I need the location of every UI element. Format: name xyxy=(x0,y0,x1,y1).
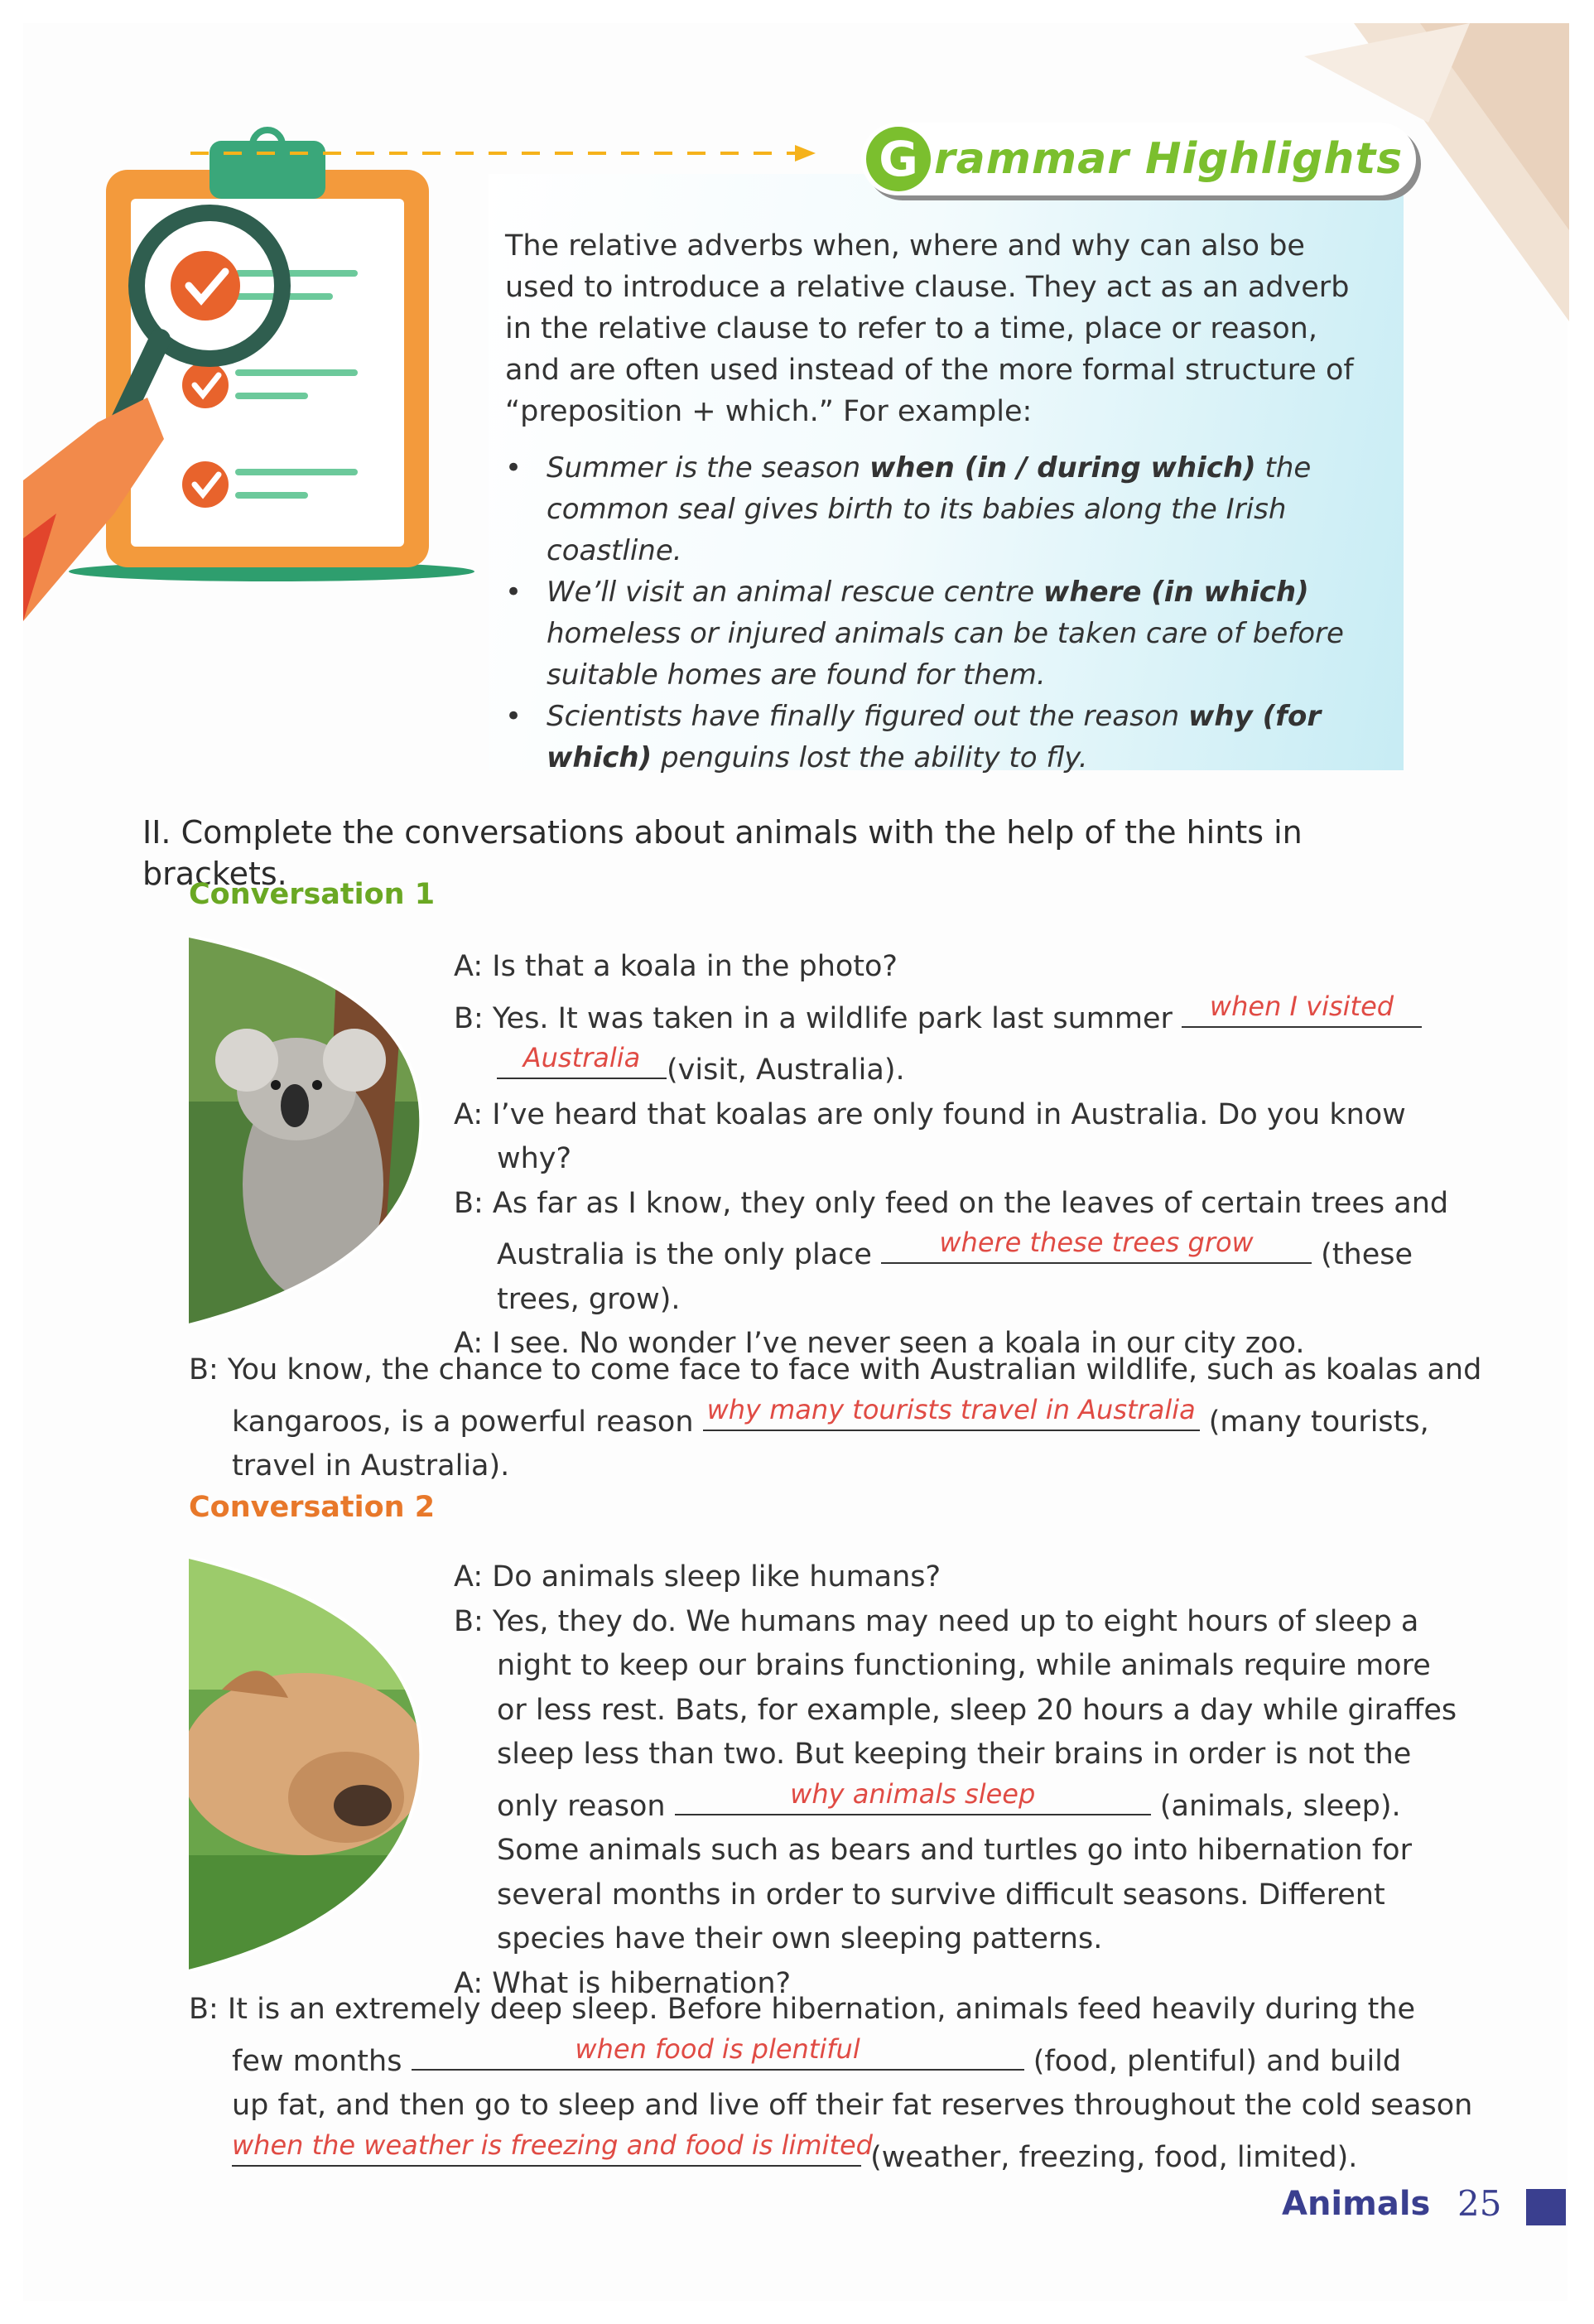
dialogue-line: B: It is an extremely deep sleep. Before hibernation, animals feed heavily during the xyxy=(189,1993,1416,2026)
grammar-examples xyxy=(505,447,1375,779)
dialogue-line: few months when food is plentiful (food, plentiful) and build xyxy=(232,2032,1402,2078)
conversation-2-upper xyxy=(454,1555,1457,2006)
badge-title: rammar Highlights xyxy=(934,134,1404,184)
dialogue-line: only reason why animals sleep (animals, sleep). xyxy=(497,1777,1401,1823)
footer-subject: Animals xyxy=(1282,2185,1431,2223)
dialogue-line: B: Yes. It was taken in a wildlife park last summer when I visited xyxy=(454,990,1389,1042)
dashed-arrow xyxy=(190,141,820,166)
answer-blank[interactable]: why animals sleep xyxy=(675,1777,1151,1815)
dialogue-line: up fat, and then go to sleep and live off their fat reserves throughout the cold season xyxy=(232,2089,1473,2122)
dialogue-line: B: As far as I know, they only feed on the leaves of certain trees and xyxy=(454,1186,1449,1220)
exercise-instruction: II. Complete the conversations about animals with the help of the hints in brackets. xyxy=(142,814,1303,892)
dialogue-line: travel in Australia). xyxy=(232,1449,510,1483)
dialogue-line: A: I’ve heard that koalas are only found in Australia. Do you know xyxy=(454,1097,1406,1131)
example-item: • We’ll visit an animal rescue centre where (in which) homeless or injured animals can be taken care of before suitable homes are found for them. xyxy=(505,571,1375,696)
answer-blank[interactable]: when the weather is freezing and food is limited xyxy=(232,2129,861,2167)
answer-blank[interactable]: when I visited xyxy=(1182,990,1422,1028)
conversation-1-upper xyxy=(454,945,1449,1367)
conversation-1-title: Conversation 1 xyxy=(189,878,436,911)
dialogue-line: A: I see. No wonder I’ve never seen a koala in our city zoo. xyxy=(454,1327,1305,1360)
dialogue-line: night to keep our brains functioning, while animals require more xyxy=(497,1649,1431,1682)
dialogue-line: A: What is hibernation? xyxy=(454,1966,792,2000)
dialogue-line: B: Yes, they do. We humans may need up to eight hours of sleep a xyxy=(454,1604,1419,1638)
footer-marker xyxy=(1526,2189,1566,2225)
dialogue-line: Australia is the only place where these trees grow (these xyxy=(497,1227,1413,1271)
clipboard-checklist-illustration xyxy=(23,124,474,625)
example-item: • Summer is the season when (in / during which) the common seal gives birth to its babies along the Irish coastline. xyxy=(505,447,1375,571)
dialogue-line: A: Do animals sleep like humans? xyxy=(454,1560,941,1594)
dialogue-line: sleep less than two. But keeping their brains in order is not the xyxy=(497,1738,1412,1771)
dialogue-line: Australia (visit, Australia). xyxy=(454,1041,1389,1093)
dialogue-line: B: You know, the chance to come face to face with Australian wildlife, such as koalas and xyxy=(189,1353,1482,1386)
dialogue-line: trees, grow). xyxy=(497,1282,681,1316)
koala-photo xyxy=(189,936,429,1325)
dialogue-line: when the weather is freezing and food is limited (weather, freezing, food, limited). xyxy=(232,2129,1358,2174)
dialogue-line: A: Is that a koala in the photo? xyxy=(454,950,898,983)
badge-letter: G xyxy=(866,127,931,191)
conversation-1-lower xyxy=(189,1348,1482,1489)
sleeping-dog-photo xyxy=(189,1557,429,1971)
grammar-highlights-badge xyxy=(861,123,1416,195)
answer-blank[interactable]: Australia xyxy=(497,1041,667,1079)
dialogue-line: why? xyxy=(497,1142,572,1175)
answer-blank[interactable]: when food is plentiful xyxy=(412,2032,1024,2071)
dialogue-line: or less rest. Bats, for example, sleep 20 hours a day while giraffes xyxy=(497,1693,1457,1727)
conversation-2-title: Conversation 2 xyxy=(189,1491,436,1524)
conversation-2-lower xyxy=(189,1988,1473,2180)
dialogue-line: species have their own sleeping patterns. xyxy=(497,1922,1103,1955)
answer-blank[interactable]: why many tourists travel in Australia xyxy=(703,1393,1200,1431)
dialogue-line: kangaroos, is a powerful reason why many tourists travel in Australia (many tourists, xyxy=(232,1393,1429,1439)
grammar-intro: The relative adverbs when, where and why can also be used to introduce a relative clause. They act as an adverb in the relative clause to refer to a time, place or reason, and are often used instead of the more formal structure of “preposition + which.” For example: xyxy=(505,229,1354,428)
dialogue-line: Some animals such as bears and turtles go into hibernation for xyxy=(497,1834,1412,1867)
dialogue-line: several months in order to survive difficult seasons. Different xyxy=(497,1878,1385,1912)
example-item: • Scientists have finally figured out the reason why (for which) penguins lost the ability to fly. xyxy=(505,696,1375,779)
answer-blank[interactable]: where these trees grow xyxy=(881,1226,1312,1264)
page-number: 25 xyxy=(1457,2183,1502,2224)
